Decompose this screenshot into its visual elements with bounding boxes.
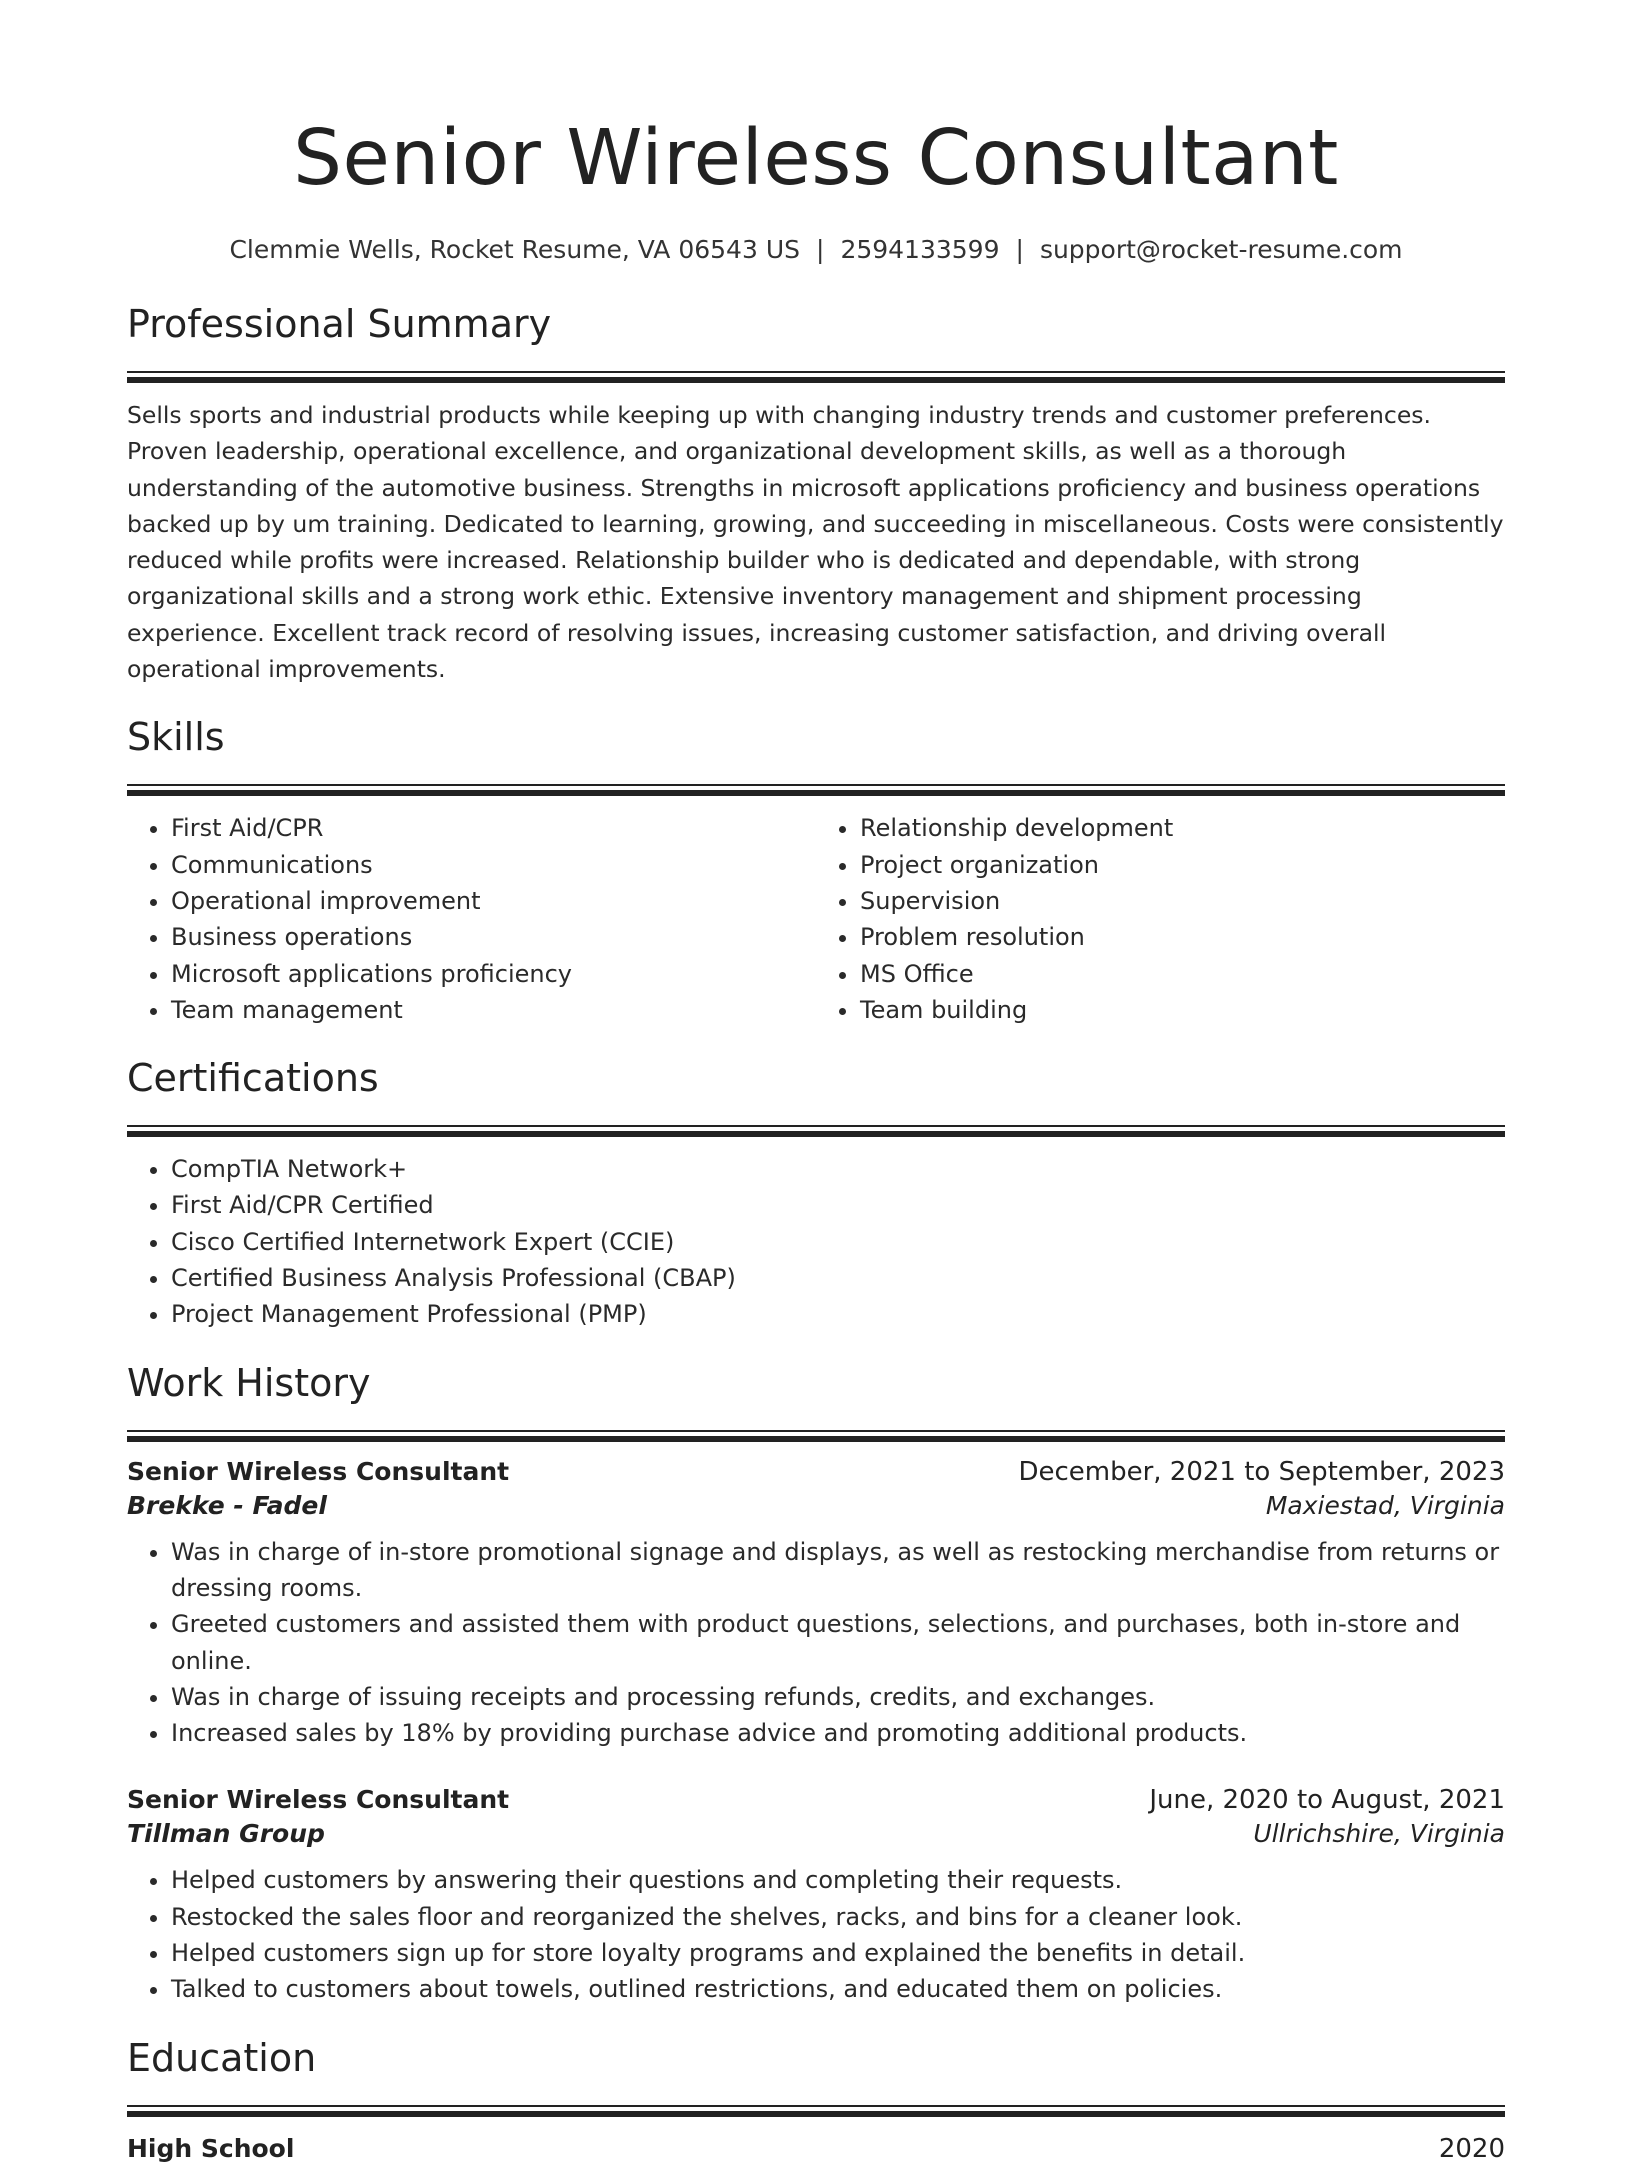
- job-entry: [127, 1785, 1505, 2007]
- section-divider: [127, 1125, 1505, 1136]
- contact-address: Clemmie Wells, Rocket Resume, VA 06543 US: [229, 235, 800, 264]
- job-bullet: • Increased sales by 18% by providing purchase advice and promoting additional products.: [171, 1715, 1505, 1751]
- contact-email: support@rocket-resume.com: [1039, 235, 1403, 264]
- skills-list-right: [816, 810, 1505, 1028]
- skills-heading: Skills: [127, 715, 225, 760]
- job-location: Maxiestad, Virginia: [1265, 1490, 1505, 1520]
- job-dates: June, 2020 to August, 2021: [1149, 1785, 1505, 1816]
- summary-heading: Professional Summary: [127, 302, 552, 346]
- section-divider: [127, 2105, 1505, 2116]
- skill-item: • Problem resolution: [860, 919, 1505, 955]
- job-bullet: • Helped customers sign up for store loyalty programs and explained the benefits in detail.: [171, 1935, 1505, 1971]
- job-company: Tillman Group: [127, 1819, 325, 1849]
- skill-item: • Project organization: [860, 847, 1505, 883]
- skill-item: • Microsoft applications proficiency: [171, 956, 816, 992]
- skill-item: • MS Office: [860, 956, 1505, 992]
- job-bullets: [127, 1534, 1505, 1752]
- contact-separator: |: [816, 235, 825, 264]
- job-bullet: • Talked to customers about towels, outlined restrictions, and educated them on policies.: [171, 1971, 1505, 2007]
- contact-separator: |: [1015, 235, 1024, 264]
- skill-item: • Relationship development: [860, 810, 1505, 846]
- job-bullets: [127, 1862, 1505, 2007]
- certification-item: • Certified Business Analysis Professional (CBAP): [171, 1260, 1505, 1296]
- certification-item: • Cisco Certified Internetwork Expert (CCIE): [171, 1224, 1505, 1260]
- job-bullet: • Was in charge of in-store promotional signage and displays, as well as restocking merchandise from returns or dressing rooms.: [171, 1534, 1505, 1607]
- section-divider: [127, 371, 1505, 382]
- resume-name: Senior Wireless Consultant: [293, 114, 1339, 203]
- job-header: [127, 1457, 1505, 1487]
- work-history-heading: Work History: [127, 1360, 371, 1405]
- job-header: [127, 1785, 1505, 1815]
- contact-phone: 2594133599: [840, 235, 1000, 264]
- job-dates: December, 2021 to September, 2023: [1018, 1456, 1505, 1487]
- summary-text: Sells sports and industrial products while keeping up with changing industry trends and customer preferences. Proven leadership, operational excellence, and organizational development skills, as well as a thorough understanding of the automotive business. Strengths in microsoft applications proficiency and business operations backed up by um training. Dedicated to learning, growing, and succeeding in miscellaneous. Costs were consistently reduced while profits were increased. Relationship builder who is dedicated and dependable, with strong organizational skills and a strong work ethic. Extensive inventory management and shipment processing experience. Excellent track record of resolving issues, increasing customer satisfaction, and driving overall operational improvements.: [127, 401, 1504, 684]
- contact-line: [127, 235, 1505, 264]
- job-title: Senior Wireless Consultant: [127, 1456, 510, 1486]
- education-degree: High School: [127, 2133, 295, 2163]
- skill-item: • Operational improvement: [171, 883, 816, 919]
- job-entry: [127, 1457, 1505, 1752]
- skill-item: • Business operations: [171, 919, 816, 955]
- skills-list-left: [127, 810, 816, 1028]
- skill-item: • Team management: [171, 992, 816, 1028]
- job-location: Ullrichshire, Virginia: [1253, 1819, 1505, 1849]
- job-subheader: [127, 1491, 1505, 1520]
- certifications-list: [127, 1151, 1505, 1332]
- skill-item: • Communications: [171, 847, 816, 883]
- education-heading: Education: [127, 2035, 317, 2080]
- skills-grid: [127, 810, 1505, 1028]
- job-company: Brekke - Fadel: [127, 1490, 327, 1520]
- section-divider: [127, 784, 1505, 795]
- certification-item: • First Aid/CPR Certified: [171, 1187, 1505, 1223]
- section-divider: [127, 1430, 1505, 1441]
- job-subheader: [127, 1819, 1505, 1848]
- job-bullet: • Helped customers by answering their questions and completing their requests.: [171, 1862, 1505, 1898]
- education-year: 2020: [1438, 2133, 1505, 2164]
- skill-item: • First Aid/CPR: [171, 810, 816, 846]
- job-bullet: • Was in charge of issuing receipts and processing refunds, credits, and exchanges.: [171, 1679, 1505, 1715]
- education-entry: [127, 2134, 1505, 2164]
- skill-item: • Supervision: [860, 883, 1505, 919]
- certification-item: • Project Management Professional (PMP): [171, 1296, 1505, 1332]
- certifications-heading: Certifications: [127, 1056, 379, 1101]
- job-title: Senior Wireless Consultant: [127, 1785, 510, 1815]
- skill-item: • Team building: [860, 992, 1505, 1028]
- job-bullet: • Greeted customers and assisted them with product questions, selections, and purchases, both in-store and online.: [171, 1606, 1505, 1679]
- certification-item: • CompTIA Network+: [171, 1151, 1505, 1187]
- job-bullet: • Restocked the sales floor and reorganized the shelves, racks, and bins for a cleaner look.: [171, 1899, 1505, 1935]
